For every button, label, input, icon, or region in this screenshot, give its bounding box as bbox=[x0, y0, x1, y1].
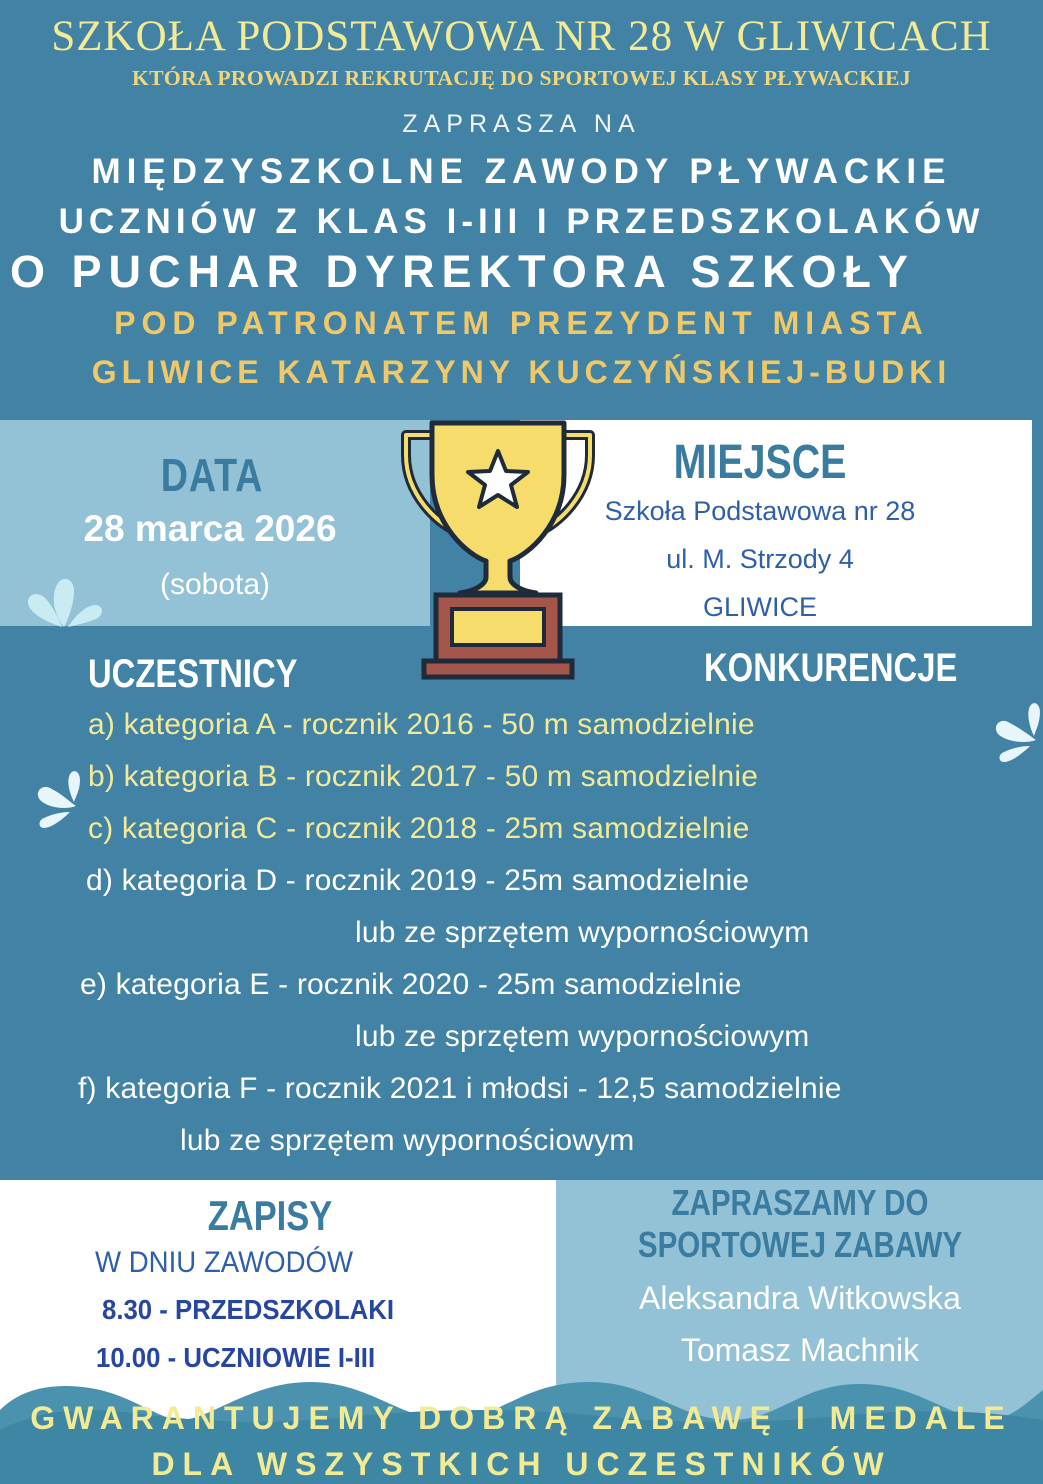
water-splash-icon bbox=[990, 700, 1040, 770]
organizer-name-1: Aleksandra Witkowska bbox=[639, 1280, 961, 1316]
patronage-line1: POD PATRONATEM PREZYDENT MIASTA bbox=[114, 305, 929, 341]
place-label: MIEJSCE bbox=[673, 436, 847, 489]
category-c: c) kategoria C - rocznik 2018 - 25m samodzielnie bbox=[88, 812, 750, 845]
school-name: SZKOŁA PODSTAWOWA NR 28 W GLIWICACH bbox=[51, 13, 992, 60]
category-d: d) kategoria D - rocznik 2019 - 25m samodzielnie bbox=[86, 864, 750, 897]
registration-time-pupils: 10.00 - UCZNIOWIE I-III bbox=[96, 1342, 376, 1373]
place-school: Szkoła Podstawowa nr 28 bbox=[604, 496, 916, 526]
category-e-note: lub ze sprzętem wypornościowym bbox=[355, 1020, 810, 1053]
event-title-line2: UCZNIÓW Z KLAS I-III I PRZEDSZKOLAKÓW bbox=[58, 202, 985, 241]
date-weekday: (sobota) bbox=[159, 568, 271, 601]
category-b: b) kategoria B - rocznik 2017 - 50 m samodzielnie bbox=[88, 760, 759, 793]
trophy-icon bbox=[398, 415, 598, 680]
category-a: a) kategoria A - rocznik 2016 - 50 m samodzielnie bbox=[88, 708, 755, 741]
registration-time-preschool: 8.30 - PRZEDSZKOLAKI bbox=[102, 1294, 394, 1325]
recruitment-subtitle: KTÓRA PROWADZI REKRUTACJĘ DO SPORTOWEJ KLASY PŁYWACKIEJ bbox=[131, 66, 912, 90]
date-label: DATA bbox=[160, 449, 264, 501]
place-city: GLIWICE bbox=[702, 592, 817, 622]
organizer-name-2: Tomasz Machnik bbox=[680, 1332, 920, 1368]
category-d-note: lub ze sprzętem wypornościowym bbox=[355, 916, 810, 949]
event-title-line1: MIĘDZYSZKOLNE ZAWODY PŁYWACKIE bbox=[91, 152, 952, 191]
category-f: f) kategoria F - rocznik 2021 i młodsi - 12,5 samodzielnie bbox=[78, 1072, 842, 1105]
footer-line1: GWARANTUJEMY DOBRĄ ZABAWĘ I MEDALE bbox=[30, 1400, 1013, 1436]
invites-text: ZAPRASZA NA bbox=[402, 110, 641, 138]
events-heading: KONKURENCJE bbox=[704, 646, 958, 690]
category-f-note: lub ze sprzętem wypornościowym bbox=[180, 1124, 635, 1157]
category-e: e) kategoria E - rocznik 2020 - 25m samodzielnie bbox=[80, 968, 742, 1001]
date-value: 28 marca 2026 bbox=[83, 508, 337, 549]
participants-heading: UCZESTNICY bbox=[88, 652, 298, 696]
water-splash-icon bbox=[32, 770, 82, 832]
organizers-title-line1: ZAPRASZAMY DO bbox=[671, 1182, 929, 1223]
place-street: ul. M. Strzody 4 bbox=[666, 544, 854, 574]
patronage-line2: GLIWICE KATARZYNY KUCZYŃSKIEJ-BUDKI bbox=[91, 354, 952, 390]
event-title-line3: O PUCHAR DYREKTORA SZKOŁY bbox=[10, 246, 916, 297]
water-splash-icon bbox=[24, 575, 104, 627]
registration-subtitle: W DNIU ZAWODÓW bbox=[95, 1246, 354, 1279]
registration-title: ZAPISY bbox=[207, 1192, 333, 1239]
footer-line2: DLA WSZYSTKICH UCZESTNIKÓW bbox=[151, 1446, 892, 1482]
organizers-title-line2: SPORTOWEJ ZABAWY bbox=[637, 1224, 963, 1265]
